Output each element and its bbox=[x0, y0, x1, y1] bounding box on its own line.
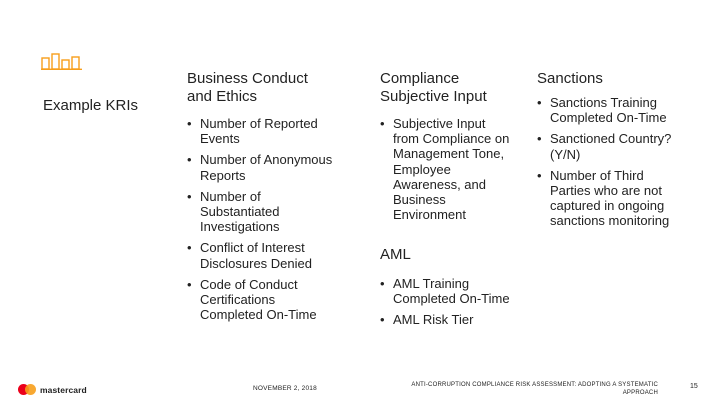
bullet-icon: • bbox=[187, 152, 192, 168]
column-heading: Business Conduct and Ethics bbox=[187, 70, 308, 105]
list-item: • AML Training Completed On-Time bbox=[380, 276, 510, 307]
bar-chart-icon bbox=[41, 50, 83, 70]
side-label: Example KRIs bbox=[43, 97, 139, 114]
list-item: • Code of Conduct Certifications Completed On-Time bbox=[187, 276, 317, 323]
bullet-list bbox=[380, 276, 515, 328]
brand-wordmark: mastercard bbox=[40, 384, 87, 395]
bullet-icon: • bbox=[380, 312, 385, 328]
column-compliance-input bbox=[380, 70, 515, 228]
list-item: • Conflict of Interest Disclosures Denied bbox=[187, 240, 312, 271]
list-item: • Number of Anonymous Reports bbox=[187, 152, 333, 183]
list-item: • AML Risk Tier bbox=[380, 312, 474, 328]
bullet-icon: • bbox=[380, 276, 385, 291]
list-item: • Number of Third Parties who are not captured in ongoing sanctions monitoring bbox=[537, 167, 670, 229]
bullet-icon: • bbox=[187, 276, 192, 292]
bullet-list bbox=[187, 116, 337, 322]
column-heading: Compliance Subjective Input bbox=[380, 70, 487, 105]
column-heading: AML bbox=[380, 246, 411, 263]
bullet-list bbox=[380, 116, 515, 222]
footer-title: ANTI-CORRUPTION COMPLIANCE RISK ASSESSMENT: ADOPTING A SYSTEMATIC APPROACH bbox=[411, 382, 658, 396]
column-business-conduct bbox=[187, 70, 337, 328]
mastercard-logo bbox=[18, 384, 87, 395]
list-item: • Number of Reported Events bbox=[187, 116, 318, 147]
list-item: • Subjective Input from Compliance on Management Tone, Employee Awareness, and Business Environment bbox=[380, 116, 510, 223]
bullet-list bbox=[537, 95, 687, 229]
list-item: • Number of Substantiated Investigations bbox=[187, 188, 280, 235]
list-item: • Sanctions Training Completed On-Time bbox=[537, 95, 667, 126]
column-heading: Sanctions bbox=[537, 70, 603, 87]
bullet-icon: • bbox=[537, 131, 542, 147]
page-number: 15 bbox=[690, 383, 698, 390]
column-sanctions bbox=[537, 70, 687, 235]
bullet-icon: • bbox=[537, 95, 542, 110]
bullet-icon: • bbox=[380, 116, 385, 131]
bullet-icon: • bbox=[187, 116, 192, 131]
footer-date: NOVEMBER 2, 2018 bbox=[253, 385, 317, 392]
mastercard-circles-icon bbox=[18, 384, 36, 395]
list-item: • Sanctioned Country? (Y/N) bbox=[537, 131, 672, 162]
bullet-icon: • bbox=[187, 240, 192, 256]
bullet-icon: • bbox=[187, 188, 192, 204]
bullet-icon: • bbox=[537, 167, 542, 183]
column-aml bbox=[380, 246, 515, 334]
